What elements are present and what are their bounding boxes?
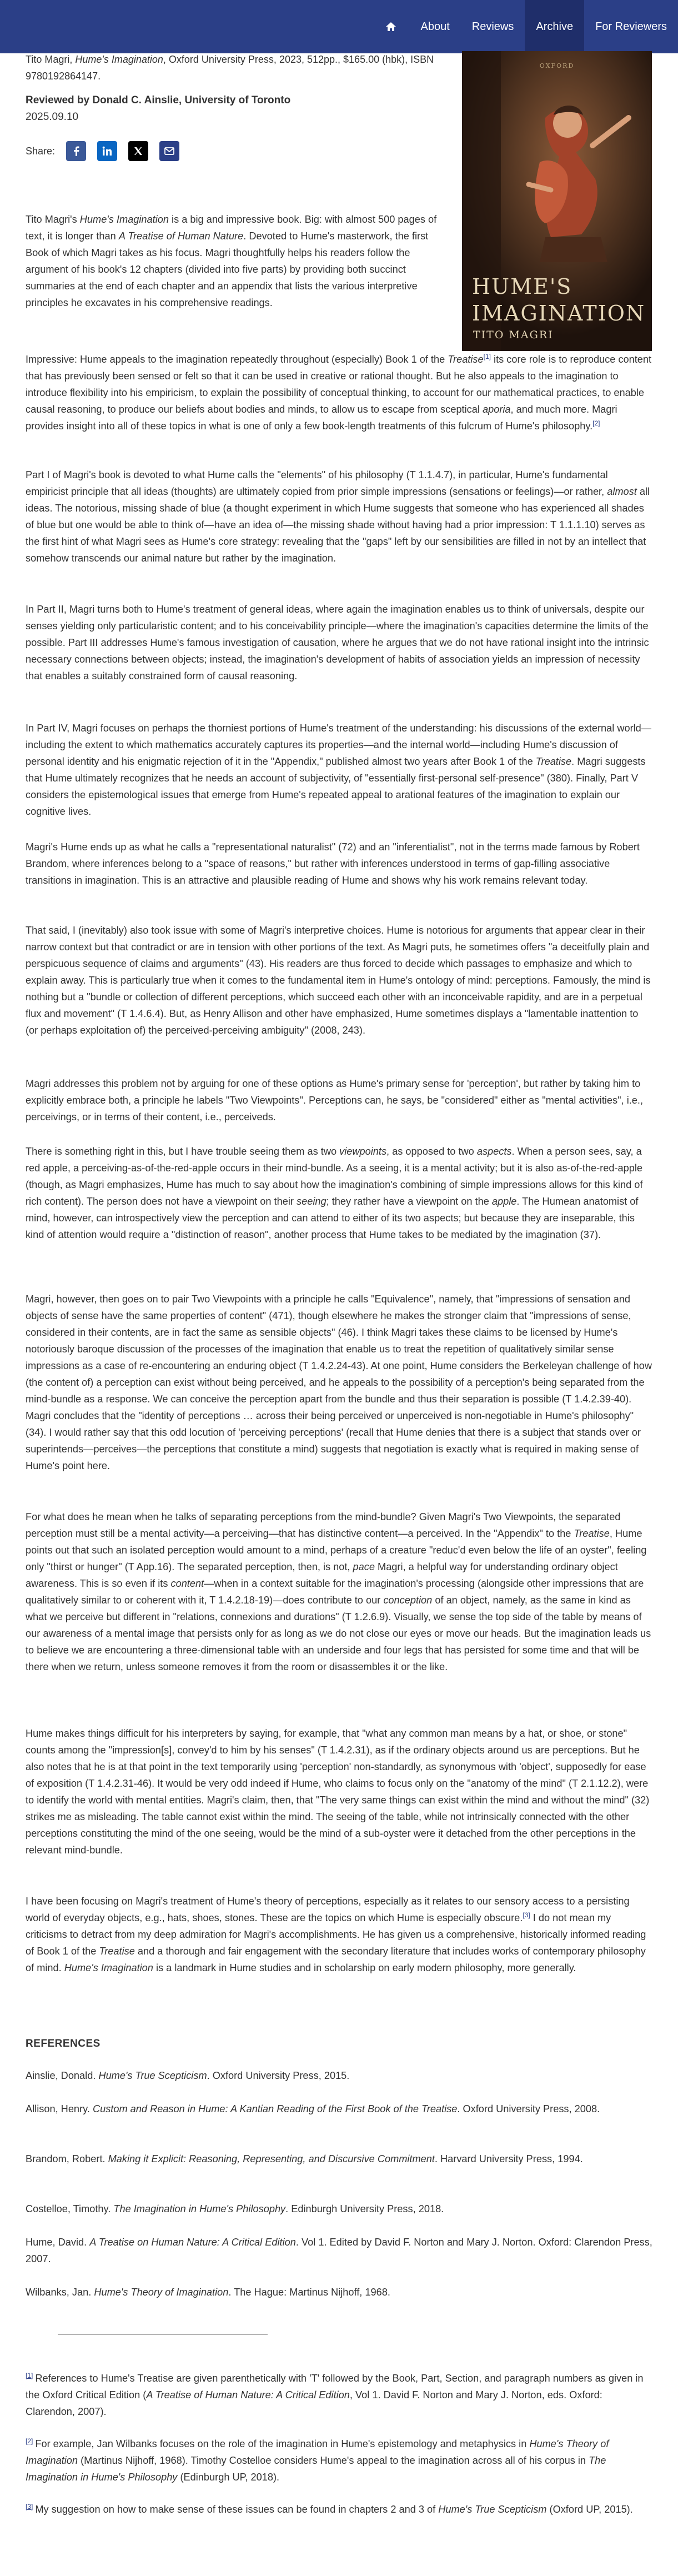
email-share-button[interactable] [159,141,179,161]
footnote-divider [58,2334,268,2335]
body-paragraph-11: For what does he mean when he talks of separating perceptions from the mind-bundle? Given Magri's Two Viewpoints, the separated perception must still be a mental activity—a perceiving—that has distinctive content—a perceived. In the "Appendix" to the Treatise, Hume points out that such an isolated perception would amount to a mind, perhaps of a creature "reduc'd even below the life of an oyster", feeling only "thirst or hunger" (T App.16). The separated perception, then, is not, pace Magri, a helpful way for understanding ordinary object awareness. This is so even if its content—when in a context suitable for the imagination's processing (alongside other impressions that are qualitatively similar to or coherent with it, T 1.4.2.18-19)—does contribute to our conception of an object, namely, as the same in kind as what we perceive but different in "relations, connexions and durations" (T 1.2.6.9). Visually, we sense the top side of the table by means of our awareness of a mental image that persists only for as long as we do not close our eyes or move our heads. But the imagination leads us to believe we are encountering a three-dimensional table with an underside and four legs that has persisted for some time and that will be there when we return, unless someone removes it from the room or disassembles it or the like. [26,1511,651,1672]
body-paragraph-5: In Part IV, Magri focuses on perhaps the thorniest portions of Hume's treatment of the understanding: his discussions of the external world—including the extent to which mathematics accurately captures its properties—and the internal world—including Hume's discussion of personal identity and his enigmatic rejection of it in the "Appendix," published almost two years after Book 1 of the Treatise. Magri suggests that Hume ultimately recognizes that he needs an account of subjectivity, of "essentially first-personal self-presence" (380). Finally, Part V considers the epistemological issues that emerge from Hume's repeated appeal to arational features of the imagination to explain our cognitive lives. [26,723,651,817]
body-paragraph-4: In Part II, Magri turns both to Hume's treatment of general ideas, where again the imagination enables us to think of universals, despite our senses yielding only particularistic content; and to his conceivability principle—where the imagination's capacities determine the limits of the possible. Part III addresses Hume's famous investigation of causation, where he argues that we do not have rational insight into the intrinsic necessary connections between objects; instead, the imagination's development of habits of association yields an impression of necessity that enables a suitably constrained form of causal reasoning. [26,604,649,681]
reference-item: Allison, Henry. Custom and Reason in Hume: A Kantian Reading of the First Book of the Treatise. Oxford University Press, 2008. [26,2103,600,2114]
facebook-share-button[interactable] [66,141,86,161]
x-share-button[interactable] [128,141,148,161]
nav-archive[interactable]: Archive [525,0,584,53]
body-paragraph-9: There is something right in this, but I have trouble seeing them as two viewpoints, as opposed to two aspects. When a person sees, say, a red apple, a perceiving-as-of-the-red-apple occurs in their mind-bundle. As a seeing, it is a mental activity; but it is also as-of-the-red-apple (though, as Magri emphasizes, Hume has much to say about how the imagination's combining of simple impressions allows for this kind of rich content). The person does not have a viewpoint on their seeing; they rather have a viewpoint on the apple. The Humean anatomist of mind, however, can introspectively view the perception and can attend to either of its two aspects; but because they are inseparable, this kind of attention would require a "distinction of reason", another process that Hume takes to be mediated by the imagination (37). [26,1146,643,1240]
references-heading: REFERENCES [26,2038,101,2049]
reference-item: Ainslie, Donald. Hume's True Scepticism. Oxford University Press, 2015. [26,2070,350,2081]
body-paragraph-8: Magri addresses this problem not by arguing for one of these options as Hume's primary sense for 'perception', but rather by taking him to explicitly embrace both, a principle he labels "Two Viewpoints". Perceptions can, he says, be "considered" either as "mental activities", i.e., perceivings, or in terms of their content, i.e., perceiveds. [26,1078,644,1122]
reviewer-line: Reviewed by Donald C. Ainslie, University of Toronto [26,94,291,106]
book-author: Tito Magri, [26,54,73,65]
home-icon[interactable] [380,0,402,53]
body-paragraph-3: Part I of Magri's book is devoted to what Hume calls the "elements" of his philosophy (T 1.1.4.7), in particular, Hume's fundamental empiricist principle that all ideas (thoughts) are ultimately copied from prior simple impressions (sensations or feelings)—or rather, almost all ideas. The notorious, missing shade of blue (a thought experiment in which Hume suggests that someone who has experienced all shades of blue but one would be able to think of—have an idea of—the missing shade without having had a prior impression: T 1.1.1.10) serves as the first hint of what Magri sees as Hume's core strategy: revealing that the "gaps" left by our sensibilities are filled in not by an intellect that somehow transcends our animal nature but rather by the imagination. [26,469,650,564]
top-navigation [0,0,678,53]
facebook-icon [72,146,80,156]
x-icon [134,147,143,156]
review-meta [26,51,459,126]
linkedin-icon [102,146,112,156]
book-cover [462,51,652,351]
body-paragraph-6: Magri's Hume ends up as what he calls a "representational naturalist" (72) and an "inferentialist", not in the terms made famous by Robert Brandom, where inferences belong to a "space of reasons," but rather with inferences understood in terms of gap-filling associative transitions in imagination. This is an attractive and plausible reading of Hume and shows why his work remains relevant today. [26,841,640,886]
book-title: Hume's Imagination [75,54,163,65]
nav-for-reviewers[interactable]: For Reviewers [595,21,667,33]
reference-item: Wilbanks, Jan. Hume's Theory of Imagination. The Hague: Martinus Nijhoff, 1968. [26,2287,390,2298]
bibliographic-entry [26,51,459,84]
footnote-ref-2[interactable]: [2] [592,419,600,427]
body-paragraph-10: Magri, however, then goes on to pair Two Viewpoints with a principle he calls "Equivalence", namely, that "impressions of sensation and objects of sense have the same properties of content" (471), though elsewhere he makes the stronger claim that "impressions of sense, considered in their contents, are in fact the same as sensible objects" (46). I think Magri takes these claims to be licensed by Hume's notoriously baroque discussion of the processes of the imagination that enable us to treat the repetition of qualitatively similar sense impressions as a case of re-encountering an enduring object (T 1.4.2.24-43). At one point, Hume considers the Berkeleyan challenge of how (the content of) a perception can exist without being perceived, and he appeals to the possibility of a perception's being separated from the mind-bundle as a response. We can conceive the perception apart from the bundle and thus their separation is possible (T 1.4.2.39-40). Magri concludes that the "identity of perceptions … across their being perceived or unperceived is non-negotiable in Hume's philosophy" (34). I would rather say that this odd locution of 'perceiving perceptions' (recall that Hume denies that there is a subject that stands over or superintends—perceives—the perceptions that constitute a mind) suggests that negotiation is exactly what is required in making sense of Hume's point here. [26,1294,652,1471]
linkedin-share-button[interactable] [97,141,117,161]
footnote-ref-3[interactable]: [3] [523,1911,530,1919]
footnote-number-2[interactable]: [2] [26,2437,33,2445]
nav-reviews[interactable]: Reviews [471,21,514,33]
reference-item: Hume, David. A Treatise on Human Nature: A Critical Edition. Vol 1. Edited by David F. Norton and Mary J. Norton. Oxford: Clarendon Press, 2007. [26,2237,652,2264]
footnote-number-3[interactable]: [3] [26,2503,33,2510]
email-icon [164,147,174,155]
reference-item: Brandom, Robert. Making it Explicit: Reasoning, Representing, and Discursive Commitment. Harvard University Press, 1994. [26,2153,583,2164]
body-paragraph-1: Tito Magri's Hume's Imagination is a big and impressive book. Big: with almost 500 pages of text, it is longer than A Treatise of Human Nature. Devoted to Hume's masterwork, the first Book of which Magri takes as his focus. Magri thoughtfully helps his readers follow the argument of his book's 12 chapters (divided into five parts) by providing both succinct summaries at the end of each chapter and an appendix that lists the various interpretive principles he excavates in his comprehensive readings. [26,214,437,308]
body-paragraph-13: I have been focusing on Magri's treatment of Hume's theory of perceptions, especially as it relates to our sensory access to a persisting world of everyday objects, e.g., hats, shoes, stones. These are the topics on which Hume is especially obscure.[3] I do not mean my criticisms to detract from my deep admiration for Magri's accomplishments. He has given us a comprehensive, historically informed reading of Book 1 of the Treatise and a thorough and fair engagement with the secondary literature that includes works of contemporary philosophy of mind. Hume's Imagination is a landmark in Hume studies and in scholarship on early modern philosophy, more generally. [26,1896,646,1973]
review-date: 2025.09.10 [26,111,79,123]
footnote-number-1[interactable]: [1] [26,2372,33,2379]
reference-item: Costelloe, Timothy. The Imagination in Hume's Philosophy. Edinburgh University Press, 2018. [26,2203,444,2214]
book-details: , Oxford University Press, 2023, 512pp., $165.00 (hbk), ISBN 9780192864147. [26,54,434,82]
cover-publisher: OXFORD [539,62,575,69]
footnote-ref-1[interactable]: [1] [483,352,491,360]
cover-title: HUME'S IMAGINATION [472,274,646,325]
body-paragraph-2: Impressive: Hume appeals to the imagination repeatedly throughout (especially) Book 1 of the Treatise[1] its core role is to reproduce content that has previously been sensed or felt so that it can be used in creative or rational thought. But he also appeals to the imagination to introduce flexibility into his empiricism, to explain the possibility of conceptual thinking, to account for our mathematical practices, to enable causal reasoning, to produce our beliefs about bodies and minds, to allow us to escape from sceptical aporia, and much more. Magri provides insight into all of these topics in what is one of only a few book-length treatments of this fulcrum of Hume's philosophy.[2] [26,352,652,432]
nav-about[interactable]: About [420,21,450,33]
cover-author: TITO MAGRI [473,329,554,341]
footnote-1: [1] References to Hume's Treatise are given parenthetically with 'T' followed by the Book, Part, Section, and paragraph numbers as given in the Oxford Critical Edition (A Treatise of Human Nature: A Critical Edition, Vol 1. David F. Norton and Mary J. Norton, eds. Oxford: Clarendon, 2007). [26,2372,644,2418]
body-paragraph-12: Hume makes things difficult for his interpreters by saying, for example, that "what any common man means by a hat, or shoe, or stone" counts among the "impression[s], convey'd to him by his senses" (T 1.4.2.31), as if the ordinary objects around us are perceptions. But he also notes that he is at that point in the text temporarily using 'perception' non-standardly, as synonymous with 'object', supposedly for ease of exposition (T 1.4.2.31-46). It would be very odd indeed if Hume, who claims to focus only on the "anatomy of the mind" (T 2.1.12.2), were to identify the world with mental entities. Magri's claim, then, that "The very same things can exist within the mind and without the mind" (32) strikes me as misleading. The table cannot exist within the mind. The seeing of the table, while not intrinsically connected with the other perceptions constituting the mind of the one seeing, would be the mind of a sub-oyster were it detached from the other perceptions in the relevant mind-bundle. [26,1728,650,1856]
share-label: Share: [26,145,56,157]
share-bar [26,141,190,161]
footnote-3: [3] My suggestion on how to make sense of these issues can be found in chapters 2 and 3 of Hume's True Scepticism (Oxford UP, 2015). [26,2503,633,2515]
body-paragraph-7: That said, I (inevitably) also took issue with some of Magri's interpretive choices. Hume is notorious for arguments that appear clear in their narrow context but that contradict or are in tension with other portions of the text. As Magri puts, he sometimes offers "a deceitfully plain and perspicuous sequence of claims and arguments" (43). His readers are thus forced to decide which passages to emphasize and which to explain away. This is particularly true when it comes to the fundamental item in Hume's ontology of mind: perceptions. Famously, the mind is nothing but a "bundle or collection of different perceptions, which succeed each other with an inconceivable rapidity, and are in a perpetual flux and movement" (T 1.4.6.4). But, as Henry Allison and other have emphasized, Hume sometimes displays a "lamentable inattention to (or perhaps exploitation of) the perceived-perceiving ambiguity" (2008, 243). [26,925,651,1036]
footnote-2: [2] For example, Jan Wilbanks focuses on the role of the imagination in Hume's epistemology and metaphysics in Hume's Theory of Imagination (Martinus Nijhoff, 1968). Timothy Costelloe considers Hume's appeal to the imagination across all of his corpus in The Imagination in Hume's Philosophy (Edinburgh UP, 2018). [26,2437,609,2483]
